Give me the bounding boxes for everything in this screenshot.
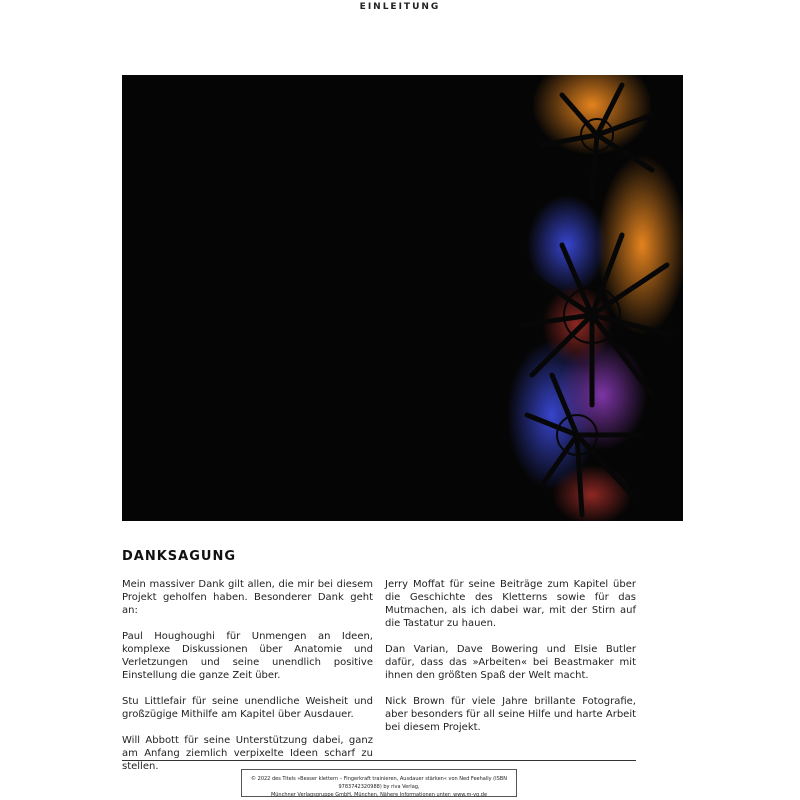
section-header: EINLEITUNG (359, 2, 441, 12)
left-text-column (122, 578, 373, 786)
paragraph: Will Abbott für seine Unterstützung dabei, ganz am Anfang ziemlich verpixelte Ideen scharf zu stellen. (122, 735, 373, 772)
footer-line: © 2022 des Titels »Besser klettern – Fingerkraft trainieren, Ausdauer stärken« von Ned Feehally (ISBN 9783742320988) by riva Verlag, (251, 776, 507, 790)
footer-line: Münchner Verlagsgruppe GmbH, München. Nähere Informationen unter: www.m-vg.de (270, 792, 488, 798)
paragraph: Jerry Moffat für seine Beiträge zum Kapitel über die Geschichte des Kletterns sowie für das Mutmachen, als ich dabei war, mit der Stirn auf die Tastatur zu hauen. (385, 579, 636, 629)
paragraph: Nick Brown für viele Jahre brillante Fotografie, aber besonders für all seine Hilfe und harte Arbeit bei diesem Projekt. (385, 696, 637, 733)
divider (122, 760, 636, 761)
section-title: DANKSAGUNG (122, 549, 237, 564)
copyright-footer (241, 769, 517, 797)
paragraph: Paul Houghoughi für Unmengen an Ideen, komplexe Diskussionen über Anatomie und Verletzungen und seine unendlich positive Einstellung die ganze Zeit über. (122, 631, 373, 681)
right-text-column (385, 578, 636, 747)
wall-hold-illustration (122, 75, 683, 521)
paragraph: Dan Varian, Dave Bowering und Elsie Butler dafür, dass das »Arbeiten« bei Beastmaker mit ihnen den größten Spaß der Welt macht. (385, 644, 636, 681)
paragraph: Mein massiver Dank gilt allen, die mir bei diesem Projekt geholfen haben. Besonderer Dank geht an: (122, 579, 373, 616)
climbing-photo (122, 75, 683, 521)
paragraph: Stu Littlefair für seine unendliche Weisheit und großzügige Mithilfe am Kapitel über Ausdauer. (122, 696, 373, 720)
